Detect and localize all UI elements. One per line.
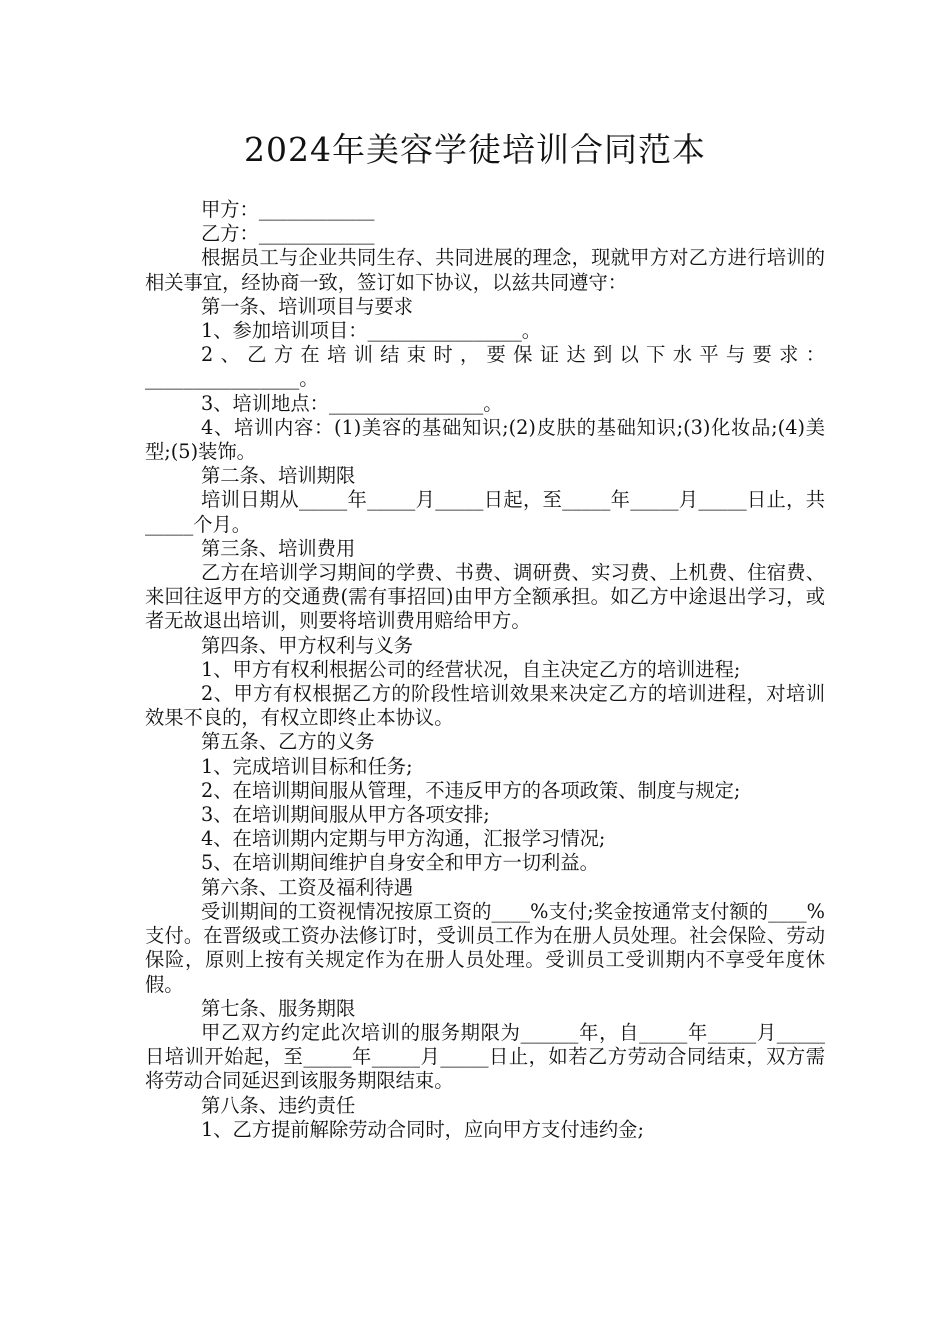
article-4-heading: 第四条、甲方权利与义务	[201, 633, 414, 657]
article-1-item-3: 3、培训地点：________________。	[201, 391, 503, 415]
document-body	[145, 198, 825, 1142]
article-6-paragraph: 受训期间的工资视情况按原工资的____%支付;奖金按通常支付额的____%支付。在晋级或工资办法修订时，受训员工作为在册人员处理。社会保险、劳动保险，原则上按有关规定作为在册人员处理。受训员工受训期内不享受年度休假。	[145, 899, 825, 996]
article-6-heading: 第六条、工资及福利待遇	[201, 875, 414, 899]
article-8-heading: 第八条、违约责任	[201, 1093, 356, 1117]
article-5-item-4: 4、在培训期内定期与甲方沟通，汇报学习情况;	[201, 827, 606, 851]
preamble-paragraph: 根据员工与企业共同生存、共同进展的理念，现就甲方对乙方进行培训的相关事宜，经协商一致，签订如下协议，以兹共同遵守：	[145, 246, 825, 294]
article-1-heading: 第一条、培训项目与要求	[201, 294, 414, 318]
party-a-line: 甲方：____________	[201, 198, 375, 221]
party-b-line: 乙方：____________	[201, 222, 375, 246]
article-5-item-2: 2、在培训期间服从管理，不违反甲方的各项政策、制度与规定;	[201, 778, 741, 802]
article-5-item-5: 5、在培训期间维护自身安全和甲方一切利益。	[201, 851, 599, 875]
article-1-item-1: 1、参加培训项目：________________。	[201, 319, 542, 343]
article-7-paragraph: 甲乙双方约定此次培训的服务期限为______年，自_____年_____月_____日培训开始起，至_____年_____月_____日止，如若乙方劳动合同结束，双方需将劳动合同延迟到该服务期限结束。	[145, 1020, 825, 1093]
article-4-item-1: 1、甲方有权利根据公司的经营状况，自主决定乙方的培训进程;	[201, 657, 741, 681]
article-7-heading: 第七条、服务期限	[201, 996, 356, 1020]
article-2-paragraph: 培训日期从_____年_____月_____日起，至_____年_____月_____日止，共_____个月。	[145, 488, 825, 536]
article-5-heading: 第五条、乙方的义务	[201, 730, 375, 754]
article-3-paragraph: 乙方在培训学习期间的学费、书费、调研费、实习费、上机费、住宿费、来回往返甲方的交通费(需有事招回)由甲方全额承担。如乙方中途退出学习，或者无故退出培训，则要将培训费用赔给甲方。	[145, 561, 825, 633]
article-5-item-3: 3、在培训期间服从甲方各项安排;	[201, 803, 490, 827]
article-8-item-1: 1、乙方提前解除劳动合同时，应向甲方支付违约金;	[201, 1117, 644, 1141]
article-1-item-2: 2、乙方在培训结束时，要保证达到以下水平与要求：________________。	[145, 343, 825, 391]
document-title: 2024年美容学徒培训合同范本	[244, 130, 706, 169]
article-1-item-4: 4、培训内容：(1)美容的基础知识;(2)皮肤的基础知识;(3)化妆品;(4)美型;(5)装饰。	[145, 415, 825, 464]
article-3-heading: 第三条、培训费用	[201, 536, 356, 560]
article-4-item-2: 2、甲方有权根据乙方的阶段性培训效果来决定乙方的培训进程，对培训效果不良的，有权立即终止本协议。	[145, 682, 825, 730]
article-5-item-1: 1、完成培训目标和任务;	[201, 754, 413, 778]
article-2-heading: 第二条、培训期限	[201, 464, 356, 488]
